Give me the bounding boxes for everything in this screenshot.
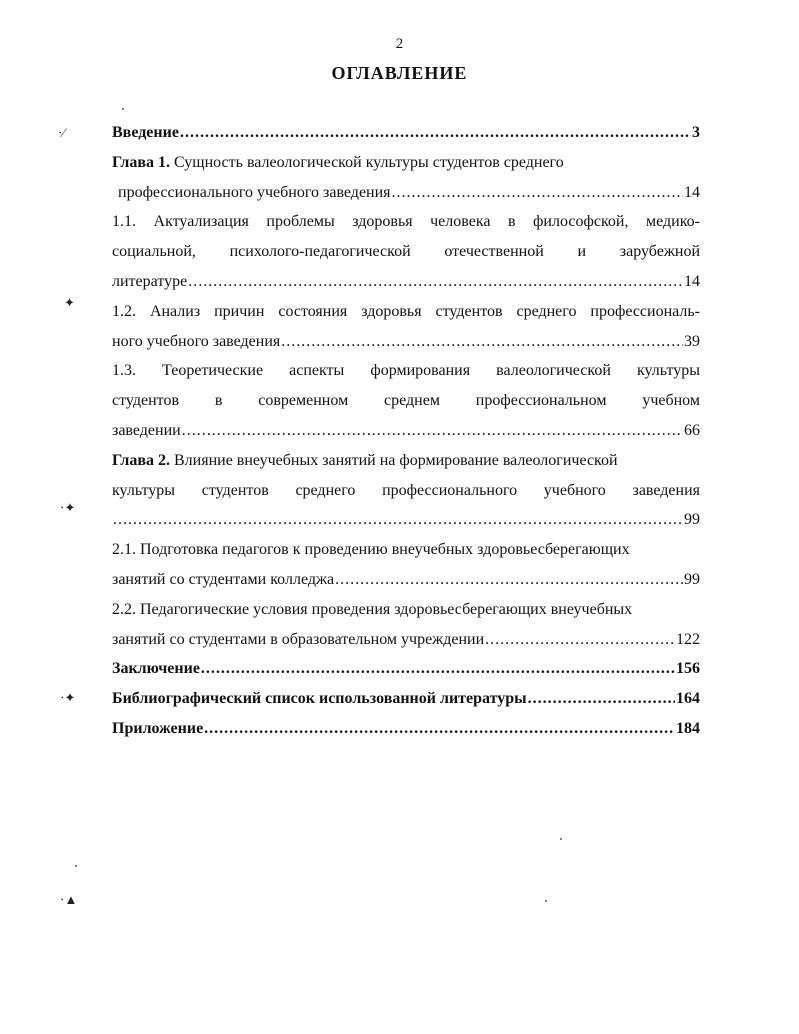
toc-entry-1-3-cont[interactable] bbox=[112, 386, 700, 416]
toc-entry-1-3-end[interactable] bbox=[112, 416, 700, 446]
toc-entry-appendix[interactable] bbox=[112, 714, 700, 744]
toc-label: 2.2. Педагогические условия проведения здоровьесберегающих внеучебных bbox=[112, 600, 633, 618]
page-number: 2 bbox=[395, 36, 404, 52]
toc-label: социальной, психолого-педагогической отечественной и зарубежной bbox=[112, 243, 700, 261]
toc-entry-chapter2-cont[interactable] bbox=[112, 476, 700, 506]
toc-label: студентов в современном среднем профессиональном учебном bbox=[112, 392, 700, 410]
binding-hole-mark: ⋅⁄ bbox=[58, 125, 65, 140]
toc-entry-1-2[interactable] bbox=[112, 297, 700, 327]
dot-leader bbox=[182, 416, 683, 446]
dot-leader bbox=[201, 654, 675, 684]
toc-page: 66 bbox=[684, 421, 700, 439]
toc-page: 184 bbox=[676, 719, 700, 737]
dot-leader bbox=[204, 714, 675, 744]
toc-entry-chapter1-cont[interactable] bbox=[112, 178, 700, 208]
toc-entry-2-1-end[interactable] bbox=[112, 565, 700, 595]
dot-leader bbox=[188, 267, 683, 297]
toc-label: Влияние внеучебных занятий на формирование валеологической bbox=[170, 451, 618, 469]
binding-hole-mark: ✦ bbox=[64, 295, 75, 310]
toc-page: 14 bbox=[684, 183, 700, 201]
scan-speck bbox=[75, 865, 77, 867]
toc-page: 156 bbox=[676, 660, 700, 678]
toc-label: литературе bbox=[112, 272, 188, 290]
toc-page: 39 bbox=[684, 332, 700, 350]
toc-label: 1.3. Теоретические аспекты формирования валеологической культуры bbox=[112, 362, 700, 380]
dot-leader bbox=[180, 118, 691, 148]
toc-label: 1.2. Анализ причин состояния здоровья студентов среднего профессиональ- bbox=[112, 302, 700, 320]
chapter-number: Глава 1. bbox=[112, 153, 170, 171]
scan-speck bbox=[560, 838, 562, 840]
toc-page: 122 bbox=[676, 630, 700, 648]
toc-entry-2-1[interactable] bbox=[112, 535, 700, 565]
page-title: ОГЛАВЛЕНИЕ bbox=[331, 63, 468, 83]
toc-entry-1-1-end[interactable] bbox=[112, 267, 700, 297]
binding-hole-mark: ⋅▲ bbox=[60, 892, 78, 907]
toc-label: профессионального учебного заведения bbox=[118, 183, 391, 201]
scan-speck bbox=[122, 108, 124, 110]
chapter-number: Глава 2. bbox=[112, 451, 170, 469]
toc-label: заведении bbox=[112, 421, 181, 439]
table-of-contents bbox=[112, 118, 700, 744]
toc-entry-2-2-end[interactable] bbox=[112, 625, 700, 655]
toc-page: 14 bbox=[684, 272, 700, 290]
toc-page: 99 bbox=[684, 511, 700, 529]
binding-hole-mark: ⋅✦ bbox=[60, 500, 76, 515]
toc-entry-1-2-end[interactable] bbox=[112, 327, 700, 357]
toc-label: Приложение bbox=[112, 719, 204, 737]
toc-label: Заключение bbox=[112, 660, 200, 678]
toc-entry-2-2[interactable] bbox=[112, 595, 700, 625]
toc-label: Введение bbox=[112, 124, 179, 141]
toc-entry-bibliography[interactable] bbox=[112, 684, 700, 714]
toc-entry-1-1[interactable] bbox=[112, 207, 700, 237]
toc-entry-chapter2[interactable] bbox=[112, 446, 700, 476]
toc-label: занятий со студентами в образовательном учреждении bbox=[112, 630, 485, 648]
dot-leader bbox=[335, 565, 683, 595]
dot-leader bbox=[281, 327, 683, 357]
toc-label: Библиографический список использованной литературы bbox=[112, 690, 527, 708]
toc-label: Сущность валеологической культуры студентов среднего bbox=[170, 153, 564, 171]
toc-page: 164 bbox=[676, 690, 700, 708]
dot-leader bbox=[485, 625, 675, 655]
toc-label: 1.1. Актуализация проблемы здоровья человека в философской, медико- bbox=[112, 213, 700, 231]
toc-entry-chapter1[interactable] bbox=[112, 148, 700, 178]
toc-entry-1-3[interactable] bbox=[112, 356, 700, 386]
toc-label: 2.1. Подготовка педагогов к проведению внеучебных здоровьесберегающих bbox=[112, 541, 630, 559]
scan-speck bbox=[545, 900, 547, 902]
binding-hole-mark: ⋅✦ bbox=[60, 690, 76, 705]
dot-leader bbox=[392, 178, 683, 208]
toc-entry-conclusion[interactable] bbox=[112, 654, 700, 684]
dot-leader bbox=[528, 684, 675, 714]
toc-label: ного учебного заведения bbox=[112, 332, 281, 350]
toc-label: культуры студентов среднего профессионального учебного заведения bbox=[112, 481, 700, 499]
toc-entry-chapter2-end[interactable] bbox=[112, 505, 700, 535]
toc-entry-intro[interactable] bbox=[112, 118, 700, 148]
toc-label: занятий со студентами колледжа bbox=[112, 570, 335, 588]
toc-page: 99 bbox=[684, 570, 700, 588]
dot-leader bbox=[113, 505, 683, 535]
toc-entry-1-1-cont[interactable] bbox=[112, 237, 700, 267]
toc-page: 3 bbox=[692, 124, 700, 141]
